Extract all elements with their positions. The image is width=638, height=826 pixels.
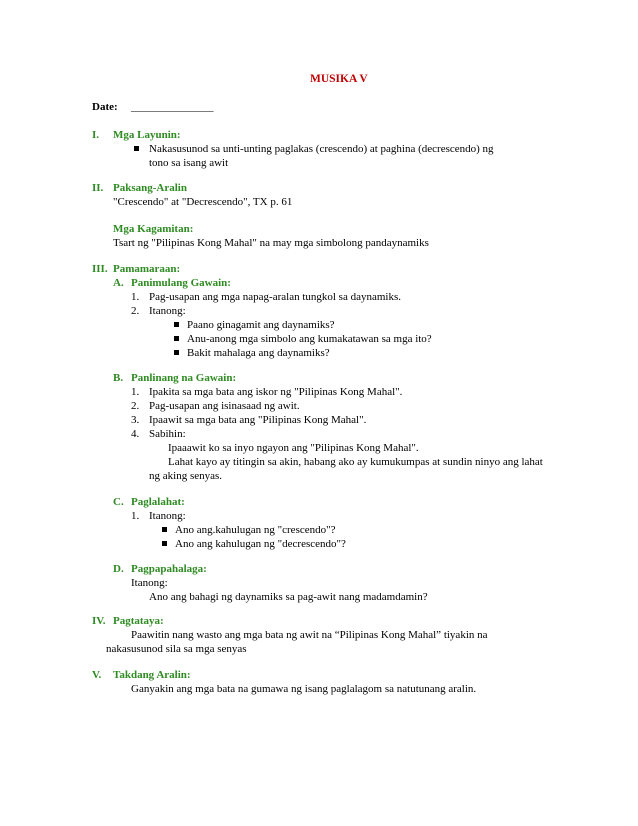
part-d-line-2: Ano ang bahagi ng daynamiks sa pag-awit nang madamdamin? [149, 591, 428, 603]
section-1-number: I. [92, 129, 100, 141]
section-1-heading: Mga Layunin: [113, 129, 181, 141]
section-5-line-1: Ganyakin ang mga bata na gumawa ng isang paglalagom sa natutunang aralin. [131, 683, 477, 695]
part-b-heading: Panlinang na Gawain: [131, 372, 237, 384]
materials-text: Tsart ng "Pilipinas Kong Mahal" na may mga simbolong pandaynamiks [113, 237, 429, 249]
section-4-line-1: Paawitin nang wasto ang mga bata ng awit na “Pilipinas Kong Mahal” tiyakin na [131, 629, 488, 641]
part-b-quote-3: ng aking senyas. [149, 470, 223, 482]
part-a-bullet-1-text: Paano ginagamit ang daynamiks? [187, 319, 335, 331]
part-b-letter: B. [113, 372, 124, 384]
part-a-bullet-2-text: Anu-anong mga simbolo ang kumakatawan sa mga ito? [187, 333, 432, 345]
date-blank: _______________ [131, 101, 214, 113]
section-5-heading: Takdang Aralin: [113, 669, 191, 681]
section-5-number: V. [92, 669, 102, 681]
section-3-heading: Pamamaraan: [113, 263, 181, 275]
part-b-item-2-number: 2. [131, 400, 140, 412]
part-b-item-1: Ipakita sa mga bata ang iskor ng "Pilipinas Kong Mahal". [149, 386, 403, 398]
part-b-item-4: Sabihin: [149, 428, 186, 440]
bullet-icon [162, 541, 167, 546]
part-a-item-2-number: 2. [131, 305, 140, 317]
section-1-line-1: Nakasusunod sa unti-unting paglakas (crescendo) at paghina (decrescendo) ng [149, 143, 494, 155]
date-label: Date: [92, 101, 118, 113]
section-2-number: II. [92, 182, 104, 194]
part-a-bullet-3-text: Bakit mahalaga ang daynamiks? [187, 347, 330, 359]
part-a-item-1: Pag-usapan ang mga napag-aralan tungkol sa daynamiks. [149, 291, 402, 303]
part-c-letter: C. [113, 496, 124, 508]
part-a-heading: Panimulang Gawain: [131, 277, 231, 289]
document-title: MUSIKA V [310, 73, 368, 85]
part-a-letter: A. [113, 277, 124, 289]
part-b-item-1-number: 1. [131, 386, 140, 398]
part-c-bullet-2 [162, 537, 346, 551]
part-b-quote-2: Lahat kayo ay titingin sa akin, habang ako ay kumukumpas at sundin ninyo ang lahat [168, 456, 543, 468]
bullet-icon [174, 336, 179, 341]
part-a-item-2: Itanong: [149, 305, 186, 317]
section-1-bullet-icon [134, 142, 147, 156]
part-c-item-1: Itanong: [149, 510, 186, 522]
section-2-heading: Paksang-Aralin [113, 182, 187, 194]
bullet-icon [174, 322, 179, 327]
section-2-topic: "Crescendo" at "Decrescendo", TX p. 61 [113, 196, 293, 208]
part-a-bullet-2 [174, 332, 432, 346]
section-4-heading: Pagtataya: [113, 615, 164, 627]
part-c-heading: Paglalahat: [131, 496, 185, 508]
part-c-bullet-1 [162, 523, 335, 537]
part-a-bullet-3 [174, 346, 330, 360]
bullet-icon [162, 527, 167, 532]
part-d-letter: D. [113, 563, 124, 575]
part-b-item-2: Pag-usapan ang isinasaad ng awit. [149, 400, 300, 412]
part-b-item-3-number: 3. [131, 414, 140, 426]
part-c-bullet-1-text: Ano ang.kahulugan ng "crescendo"? [175, 524, 336, 536]
section-4-line-2: nakasusunod sila sa mga senyas [106, 643, 247, 655]
part-b-quote-1: Ipaaawit ko sa inyo ngayon ang "Pilipinas Kong Mahal". [168, 442, 419, 454]
part-a-bullet-1 [174, 318, 335, 332]
part-d-heading: Pagpapahalaga: [131, 563, 207, 575]
bullet-icon [174, 350, 179, 355]
section-4-number: IV. [92, 615, 106, 627]
section-3-number: III. [92, 263, 108, 275]
part-c-bullet-2-text: Ano ang kahulugan ng "decrescendo"? [175, 538, 346, 550]
part-b-item-4-number: 4. [131, 428, 140, 440]
materials-heading: Mga Kagamitan: [113, 223, 194, 235]
part-a-item-1-number: 1. [131, 291, 140, 303]
part-b-item-3: Ipaawit sa mga bata ang "Pilipinas Kong Mahal". [149, 414, 367, 426]
part-d-line-1: Itanong: [131, 577, 168, 589]
section-1-line-2: tono sa isang awit [149, 157, 229, 169]
part-c-item-1-number: 1. [131, 510, 140, 522]
